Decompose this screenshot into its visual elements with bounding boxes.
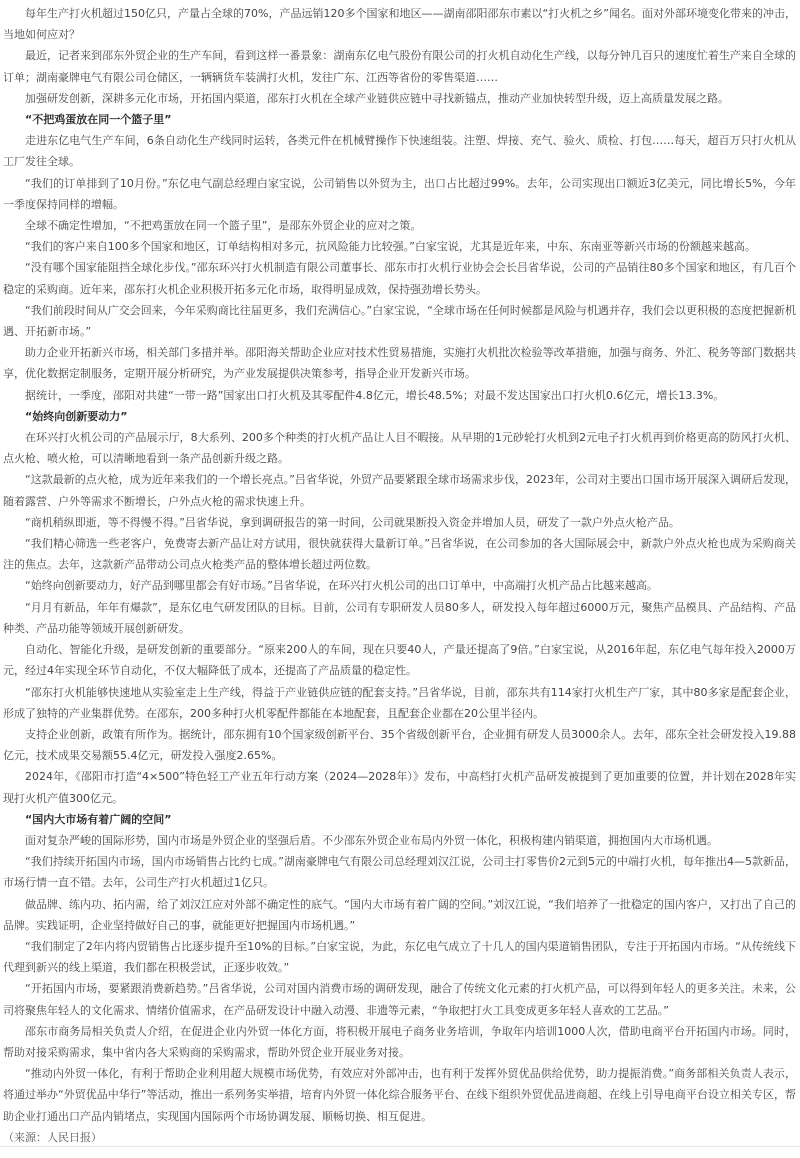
source-line: （来源：人民日报） [3,1130,102,1144]
article-paragraph: 每年生产打火机超过150亿只，产量占全球的70%，产品远销120多个国家和地区——湖南邵阳邵东市素以“打火机之乡”闻名。面对外部环境变化带来的冲击，当地如何应对？ [3,7,796,42]
article-paragraph: 助力企业开拓新兴市场，相关部门多措并举。邵阳海关帮助企业应对技术性贸易措施，实施打火机批次检验等改革措施，加强与商务、外汇、税务等部门数据共享，优化数据定制服务，定期开展分析研究，为产业发展提供决策参考，指导企业开发新兴市场。 [3,346,796,381]
section-heading: “始终向创新要动力” [25,409,128,423]
article-paragraph: “我们精心筛选一些老客户，免费寄去新产品让对方试用，很快就获得大量新订单。”吕省华说，在公司参加的各大国际展会中，新款户外点火枪也成为采购商关注的焦点。去年，这款新产品带动公司点火枪类产品的整体增长超过两位数。 [3,537,796,572]
article-paragraph: 走进东亿电气生产车间，6条自动化生产线同时运转，各类元件在机械臂操作下快速组装。注塑、焊接、充气、验火、质检、打包……每天，超百万只打火机从工厂发往全球。 [3,134,796,169]
article-paragraph: 做品牌、练内功、拓内需，给了刘汉江应对外部不确定性的底气。“国内大市场有着广阔的空间。”刘汉江说，“我们培养了一批稳定的国内客户，又打出了自己的品牌。实践证明，企业坚持做好自己的事，就能更好把握国内市场机遇。” [3,897,796,932]
article-paragraph: “我们前段时间从广交会回来，今年采购商比往届更多，我们充满信心。”白家宝说，“全球市场在任何时候都是风险与机遇并存，我们会以更积极的态度把握新机遇、开拓新市场。” [3,303,796,339]
article-paragraph: “邵东打火机能够快速地从实验室走上生产线，得益于产业链供应链的配套支持。”吕省华说，目前，邵东共有114家打火机生产厂家，其中80多家是配套企业，形成了独特的产业集群优势。在邵东，200多种打火机零配件都能在本地配套，且配套企业都在20公里半径内。 [3,685,796,720]
article-paragraph: 加强研发创新，深耕多元化市场，开拓国内渠道，邵东打火机在全球产业链供应链中寻找新锚点，推动产业加快转型升级，迈上高质量发展之路。 [25,91,729,105]
article-paragraph: 在环兴打火机公司的产品展示厅，8大系列、200多个种类的打火机产品让人目不暇接。从早期的1元砂轮打火机到2元电子打火机再到价格更高的防风打火机、点火枪、喷火枪，可以清晰地看到一条产品创新升级之路。 [3,431,796,466]
article-paragraph: “开拓国内市场，要紧跟消费新趋势。”吕省华说，公司对国内消费市场的调研发现，融合了传统文化元素的打火机产品，可以得到年轻人的更多关注。未来，公司将聚焦年轻人的文化需求、情绪价值需求，在产品研发设计中融入动漫、非遗等元素，“争取把打火工具变成更多年轻人喜欢的工艺品。” [3,982,796,1017]
article-paragraph: 2024年，《邵阳市打造“4×500”特色轻工产业五年行动方案（2024—2028年）》发布，中高档打火机产品研发被提到了更加重要的位置，并计划在2028年实现打火机产值300亿元。 [3,770,796,805]
article-paragraph: “始终向创新要动力，好产品到哪里都会有好市场。”吕省华说，在环兴打火机公司的出口订单中，中高端打火机产品占比越来越高。 [25,579,658,593]
article-paragraph: 全球不确定性增加，“不把鸡蛋放在同一个篮子里”，是邵东外贸企业的应对之策。 [25,219,422,233]
section-heading: “不把鸡蛋放在同一个篮子里” [25,113,172,127]
section-heading: “国内大市场有着广阔的空间” [25,812,172,826]
article-paragraph: “月月有新品，年年有爆款”，是东亿电气研发团队的目标。目前，公司有专职研发人员80多人，研发投入每年超过6000万元，聚焦产品模具、产品结构、产品种类、产品功能等领域开展创新研发。 [3,600,796,635]
article-paragraph: “我们持续开拓国内市场，国内市场销售占比约七成。”湖南豪牌电气有限公司总经理刘汉江说，公司主打零售价2元到5元的中端打火机，每年推出4—5款新品，市场行情一直不错。去年，公司生产打火机超过1亿只。 [3,855,796,890]
article-paragraph: “商机稍纵即逝，等不得慢不得。”吕省华说，拿到调研报告的第一时间，公司就果断投入资金并增加人员，研发了一款户外点火枪产品。 [25,515,680,529]
bottom-divider [0,1146,800,1147]
article-paragraph: 面对复杂严峻的国际形势，国内市场是外贸企业的坚强后盾。不少邵东外贸企业布局内外贸一体化，积极构建内销渠道，拥抱国内大市场机遇。 [25,833,718,847]
article-paragraph: “没有哪个国家能阻挡全球化步伐。”邵东环兴打火机制造有限公司董事长、邵东市打火机行业协会会长吕省华说，公司的产品销往80多个国家和地区，有几百个稳定的采购商。近年来，邵东打火机企业积极开拓多元化市场，取得明显成效，保持强劲增长势头。 [3,261,796,296]
article-paragraph: “我们的订单排到了10月份。”东亿电气副总经理白家宝说，公司销售以外贸为主，出口占比超过99%。去年，公司实现出口额近3亿美元，同比增长5%，今年一季度保持同样的增幅。 [3,176,796,211]
article-paragraph: 邵东市商务局相关负责人介绍，在促进企业内外贸一体化方面，将积极开展电子商务业务培训，争取年内培训1000人次，借助电商平台开拓国内市场。同时，帮助对接采购需求，集中省内各大采购商的采购需求，帮助外贸企业开展业务对接。 [3,1024,796,1059]
article-paragraph: 自动化、智能化升级，是研发创新的重要部分。“原来200人的车间，现在只要40人，产量还提高了9倍。”白家宝说，从2016年起，东亿电气每年投入2000万元，经过4年实现全环节自动化，不仅大幅降低了成本，还提高了产品质量的稳定性。 [3,643,796,678]
article-paragraph: 最近，记者来到邵东外贸企业的生产车间，看到这样一番景象：湖南东亿电气股份有限公司的打火机自动化生产线，以每分钟几百只的速度忙着生产来自全球的订单；湖南豪牌电气有限公司仓储区，一辆辆货车装满打火机，发往广东、江西等省份的零售渠道…… [3,49,796,84]
article-paragraph: 据统计，一季度，邵阳对共建“一带一路”国家出口打火机及其零配件4.8亿元，增长48.5%；对最不发达国家出口打火机0.6亿元，增长13.3%。 [25,388,725,402]
article-paragraph: “我们的客户来自100多个国家和地区，订单结构相对多元，抗风险能力比较强。”白家宝说，尤其是近年来，中东、东南亚等新兴市场的份额越来越高。 [25,240,756,254]
article-paragraph: 支持企业创新，政策有所作为。据统计，邵东拥有10个国家级创新平台、35个省级创新平台，企业拥有研发人员3000余人。去年，邵东全社会研发投入19.88亿元，技术成果交易额55.4亿元，研发投入强度2.65%。 [3,727,796,763]
article-paragraph: “这款最新的点火枪，成为近年来我们的一个增长亮点。”吕省华说，外贸产品要紧跟全球市场需求步伐，2023年，公司对主要出口国市场开展深入调研后发现，随着露营、户外等需求不断增长，户外点火枪的需求快速上升。 [3,473,796,508]
article-paragraph: “推动内外贸一体化，有利于帮助企业利用超大规模市场优势，有效应对外部冲击，也有利于发挥外贸优品供给优势，助力提振消费。”商务部相关负责人表示，将通过举办“外贸优品中华行”等活动，推出一系列务实举措，培育内外贸一体化综合服务平台、在线下组织外贸优品进商超、在线上引导电商平台设立相关专区，帮助企业打通出口产品内销堵点，实现国内国际两个市场协调发展、顺畅切换、相互促进。 [3,1067,796,1123]
article-paragraph: “我们制定了2年内将内贸销售占比逐步提升至10%的目标。”白家宝说，为此，东亿电气成立了十几人的国内渠道销售团队，专注于开拓国内市场。“从传统线下代理到新兴的线上渠道，我们都在积极尝试，正逐步收效。” [3,939,796,975]
